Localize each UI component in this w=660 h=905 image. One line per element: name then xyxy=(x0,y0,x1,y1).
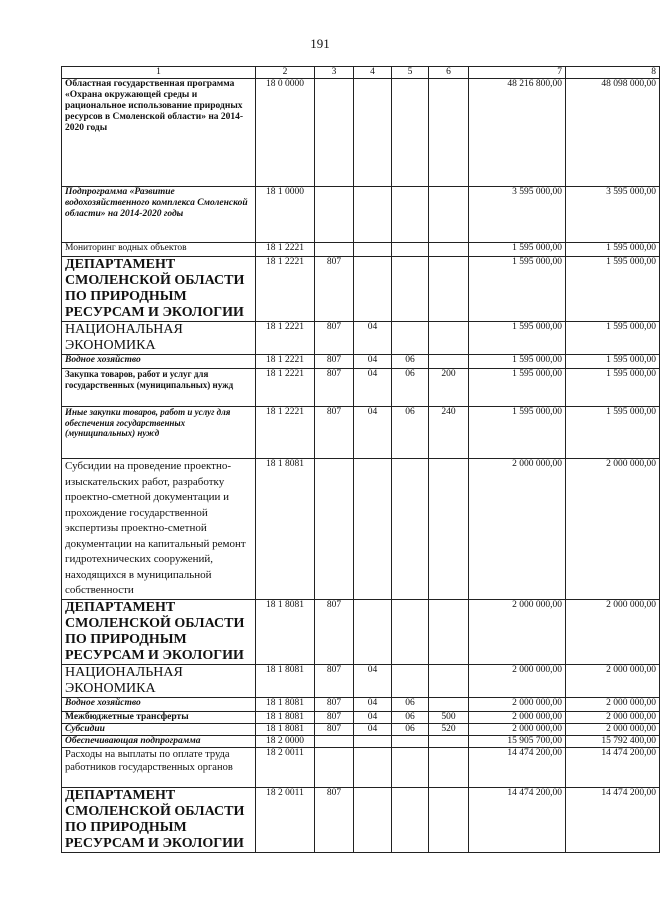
col-header-6: 6 xyxy=(429,67,469,79)
row-name: НАЦИОНАЛЬНАЯ ЭКОНОМИКА xyxy=(62,664,256,697)
row-code: 18 2 0011 xyxy=(256,787,315,852)
row-sum-1: 1 595 000,00 xyxy=(469,257,566,322)
row-section xyxy=(354,787,392,852)
col-header-4: 4 xyxy=(354,67,392,79)
row-sum-1: 1 595 000,00 xyxy=(469,322,566,355)
row-sum-2: 1 595 000,00 xyxy=(566,257,660,322)
row-sum-1: 2 000 000,00 xyxy=(469,711,566,723)
row-dept: 807 xyxy=(315,664,354,697)
row-section: 04 xyxy=(354,697,392,711)
row-section xyxy=(354,243,392,257)
row-kind: 240 xyxy=(429,407,469,459)
row-section xyxy=(354,735,392,747)
row-sum-1: 2 000 000,00 xyxy=(469,664,566,697)
row-subsection xyxy=(392,787,429,852)
row-subsection: 06 xyxy=(392,369,429,407)
row-kind xyxy=(429,355,469,369)
row-kind xyxy=(429,747,469,787)
table-row xyxy=(62,697,660,711)
table-row xyxy=(62,711,660,723)
table-row xyxy=(62,79,660,187)
row-kind: 520 xyxy=(429,723,469,735)
row-code: 18 1 8081 xyxy=(256,599,315,664)
row-code: 18 1 8081 xyxy=(256,723,315,735)
row-dept: 807 xyxy=(315,599,354,664)
row-kind xyxy=(429,257,469,322)
row-subsection xyxy=(392,243,429,257)
row-sum-2: 2 000 000,00 xyxy=(566,459,660,600)
row-section xyxy=(354,79,392,187)
row-name: Субсидии xyxy=(62,723,256,735)
row-subsection xyxy=(392,664,429,697)
row-sum-1: 1 595 000,00 xyxy=(469,407,566,459)
row-sum-1: 15 905 700,00 xyxy=(469,735,566,747)
row-kind xyxy=(429,787,469,852)
row-code: 18 1 2221 xyxy=(256,243,315,257)
row-dept: 807 xyxy=(315,697,354,711)
row-sum-1: 2 000 000,00 xyxy=(469,459,566,600)
col-header-5: 5 xyxy=(392,67,429,79)
row-code: 18 2 0011 xyxy=(256,747,315,787)
row-code: 18 1 0000 xyxy=(256,187,315,243)
row-dept: 807 xyxy=(315,787,354,852)
row-sum-1: 14 474 200,00 xyxy=(469,747,566,787)
row-subsection xyxy=(392,735,429,747)
table-row xyxy=(62,787,660,852)
row-sum-2: 2 000 000,00 xyxy=(566,697,660,711)
row-name: ДЕПАРТАМЕНТ СМОЛЕНСКОЙ ОБЛАСТИ ПО ПРИРОДНЫМ РЕСУРСАМ И ЭКОЛОГИИ xyxy=(62,257,256,322)
row-kind xyxy=(429,243,469,257)
table-row xyxy=(62,187,660,243)
row-sum-2: 1 595 000,00 xyxy=(566,355,660,369)
row-section: 04 xyxy=(354,664,392,697)
row-dept: 807 xyxy=(315,369,354,407)
row-subsection xyxy=(392,257,429,322)
row-dept xyxy=(315,459,354,600)
row-name: Подпрограмма «Развитие водохозяйственного комплекса Смоленской области» на 2014-2020 годы xyxy=(62,187,256,243)
table-row xyxy=(62,459,660,600)
row-dept: 807 xyxy=(315,723,354,735)
row-kind xyxy=(429,735,469,747)
row-subsection xyxy=(392,187,429,243)
row-subsection: 06 xyxy=(392,723,429,735)
header-row xyxy=(62,67,660,79)
table-row xyxy=(62,369,660,407)
row-kind: 200 xyxy=(429,369,469,407)
row-sum-2: 2 000 000,00 xyxy=(566,723,660,735)
row-section: 04 xyxy=(354,322,392,355)
row-subsection: 06 xyxy=(392,407,429,459)
row-dept xyxy=(315,187,354,243)
row-sum-1: 1 595 000,00 xyxy=(469,243,566,257)
row-section: 04 xyxy=(354,407,392,459)
row-code: 18 1 2221 xyxy=(256,407,315,459)
budget-table xyxy=(61,66,660,853)
row-sum-2: 2 000 000,00 xyxy=(566,711,660,723)
row-code: 18 1 8081 xyxy=(256,664,315,697)
table-row xyxy=(62,243,660,257)
table-row xyxy=(62,355,660,369)
row-dept xyxy=(315,243,354,257)
row-name: НАЦИОНАЛЬНАЯ ЭКОНОМИКА xyxy=(62,322,256,355)
row-dept: 807 xyxy=(315,257,354,322)
row-name: Мониторинг водных объектов xyxy=(62,243,256,257)
row-name: Обеспечивающая подпрограмма xyxy=(62,735,256,747)
row-sum-1: 1 595 000,00 xyxy=(469,355,566,369)
row-kind xyxy=(429,187,469,243)
row-code: 18 2 0000 xyxy=(256,735,315,747)
row-sum-2: 3 595 000,00 xyxy=(566,187,660,243)
row-dept: 807 xyxy=(315,322,354,355)
row-sum-2: 48 098 000,00 xyxy=(566,79,660,187)
row-sum-1: 2 000 000,00 xyxy=(469,697,566,711)
table-row xyxy=(62,723,660,735)
row-section: 04 xyxy=(354,355,392,369)
row-sum-1: 48 216 800,00 xyxy=(469,79,566,187)
row-section xyxy=(354,459,392,600)
row-subsection: 06 xyxy=(392,355,429,369)
row-sum-2: 14 474 200,00 xyxy=(566,747,660,787)
table-row xyxy=(62,407,660,459)
row-sum-2: 1 595 000,00 xyxy=(566,243,660,257)
row-subsection: 06 xyxy=(392,711,429,723)
row-sum-1: 14 474 200,00 xyxy=(469,787,566,852)
row-name: Межбюджетные трансферты xyxy=(62,711,256,723)
row-subsection xyxy=(392,747,429,787)
row-sum-2: 2 000 000,00 xyxy=(566,664,660,697)
row-subsection xyxy=(392,79,429,187)
row-dept: 807 xyxy=(315,711,354,723)
row-kind: 500 xyxy=(429,711,469,723)
row-sum-2: 2 000 000,00 xyxy=(566,599,660,664)
row-dept xyxy=(315,747,354,787)
row-sum-1: 1 595 000,00 xyxy=(469,369,566,407)
row-code: 18 1 2221 xyxy=(256,355,315,369)
table-row xyxy=(62,257,660,322)
row-code: 18 1 8081 xyxy=(256,459,315,600)
row-dept xyxy=(315,79,354,187)
col-header-1: 1 xyxy=(62,67,256,79)
col-header-3: 3 xyxy=(315,67,354,79)
row-sum-2: 14 474 200,00 xyxy=(566,787,660,852)
row-name: ДЕПАРТАМЕНТ СМОЛЕНСКОЙ ОБЛАСТИ ПО ПРИРОДНЫМ РЕСУРСАМ И ЭКОЛОГИИ xyxy=(62,599,256,664)
table-row xyxy=(62,747,660,787)
row-dept: 807 xyxy=(315,407,354,459)
col-header-8: 8 xyxy=(566,67,660,79)
row-sum-2: 1 595 000,00 xyxy=(566,407,660,459)
row-kind xyxy=(429,599,469,664)
row-subsection xyxy=(392,322,429,355)
row-sum-1: 3 595 000,00 xyxy=(469,187,566,243)
table-row xyxy=(62,735,660,747)
row-code: 18 1 8081 xyxy=(256,697,315,711)
row-sum-1: 2 000 000,00 xyxy=(469,599,566,664)
table-row xyxy=(62,599,660,664)
row-name: Субсидии на проведение проектно-изыскательских работ, разработку проектно-сметной документации и прохождение государственной экспертизы проектно-сметной документации на капитальный ремонт гидротехнических сооружений, находящихся в муниципальной собственности xyxy=(62,459,256,600)
row-section xyxy=(354,747,392,787)
row-kind xyxy=(429,322,469,355)
row-dept: 807 xyxy=(315,355,354,369)
row-code: 18 0 0000 xyxy=(256,79,315,187)
row-section xyxy=(354,599,392,664)
row-section xyxy=(354,257,392,322)
table-row xyxy=(62,664,660,697)
row-code: 18 1 8081 xyxy=(256,711,315,723)
row-name: Иные закупки товаров, работ и услуг для обеспечения государственных (муниципальных) нужд xyxy=(62,407,256,459)
row-name: Расходы на выплаты по оплате труда работников государственных органов xyxy=(62,747,256,787)
row-code: 18 1 2221 xyxy=(256,369,315,407)
row-name: Водное хозяйство xyxy=(62,697,256,711)
row-name: Закупка товаров, работ и услуг для государственных (муниципальных) нужд xyxy=(62,369,256,407)
col-header-7: 7 xyxy=(469,67,566,79)
row-name: Водное хозяйство xyxy=(62,355,256,369)
row-sum-1: 2 000 000,00 xyxy=(469,723,566,735)
row-name: ДЕПАРТАМЕНТ СМОЛЕНСКОЙ ОБЛАСТИ ПО ПРИРОДНЫМ РЕСУРСАМ И ЭКОЛОГИИ xyxy=(62,787,256,852)
row-code: 18 1 2221 xyxy=(256,257,315,322)
row-kind xyxy=(429,697,469,711)
page-number: 191 xyxy=(310,36,330,51)
row-kind xyxy=(429,459,469,600)
row-code: 18 1 2221 xyxy=(256,322,315,355)
table-row xyxy=(62,322,660,355)
row-section xyxy=(354,187,392,243)
row-sum-2: 1 595 000,00 xyxy=(566,322,660,355)
row-subsection xyxy=(392,599,429,664)
row-sum-2: 1 595 000,00 xyxy=(566,369,660,407)
row-kind xyxy=(429,664,469,697)
row-section: 04 xyxy=(354,369,392,407)
row-dept xyxy=(315,735,354,747)
row-subsection xyxy=(392,459,429,600)
row-section: 04 xyxy=(354,723,392,735)
row-kind xyxy=(429,79,469,187)
row-name: Областная государственная программа «Охрана окружающей среды и рациональное использование природных ресурсов в Смоленской области» на 2014-2020 годы xyxy=(62,79,256,187)
row-sum-2: 15 792 400,00 xyxy=(566,735,660,747)
row-section: 04 xyxy=(354,711,392,723)
row-subsection: 06 xyxy=(392,697,429,711)
col-header-2: 2 xyxy=(256,67,315,79)
